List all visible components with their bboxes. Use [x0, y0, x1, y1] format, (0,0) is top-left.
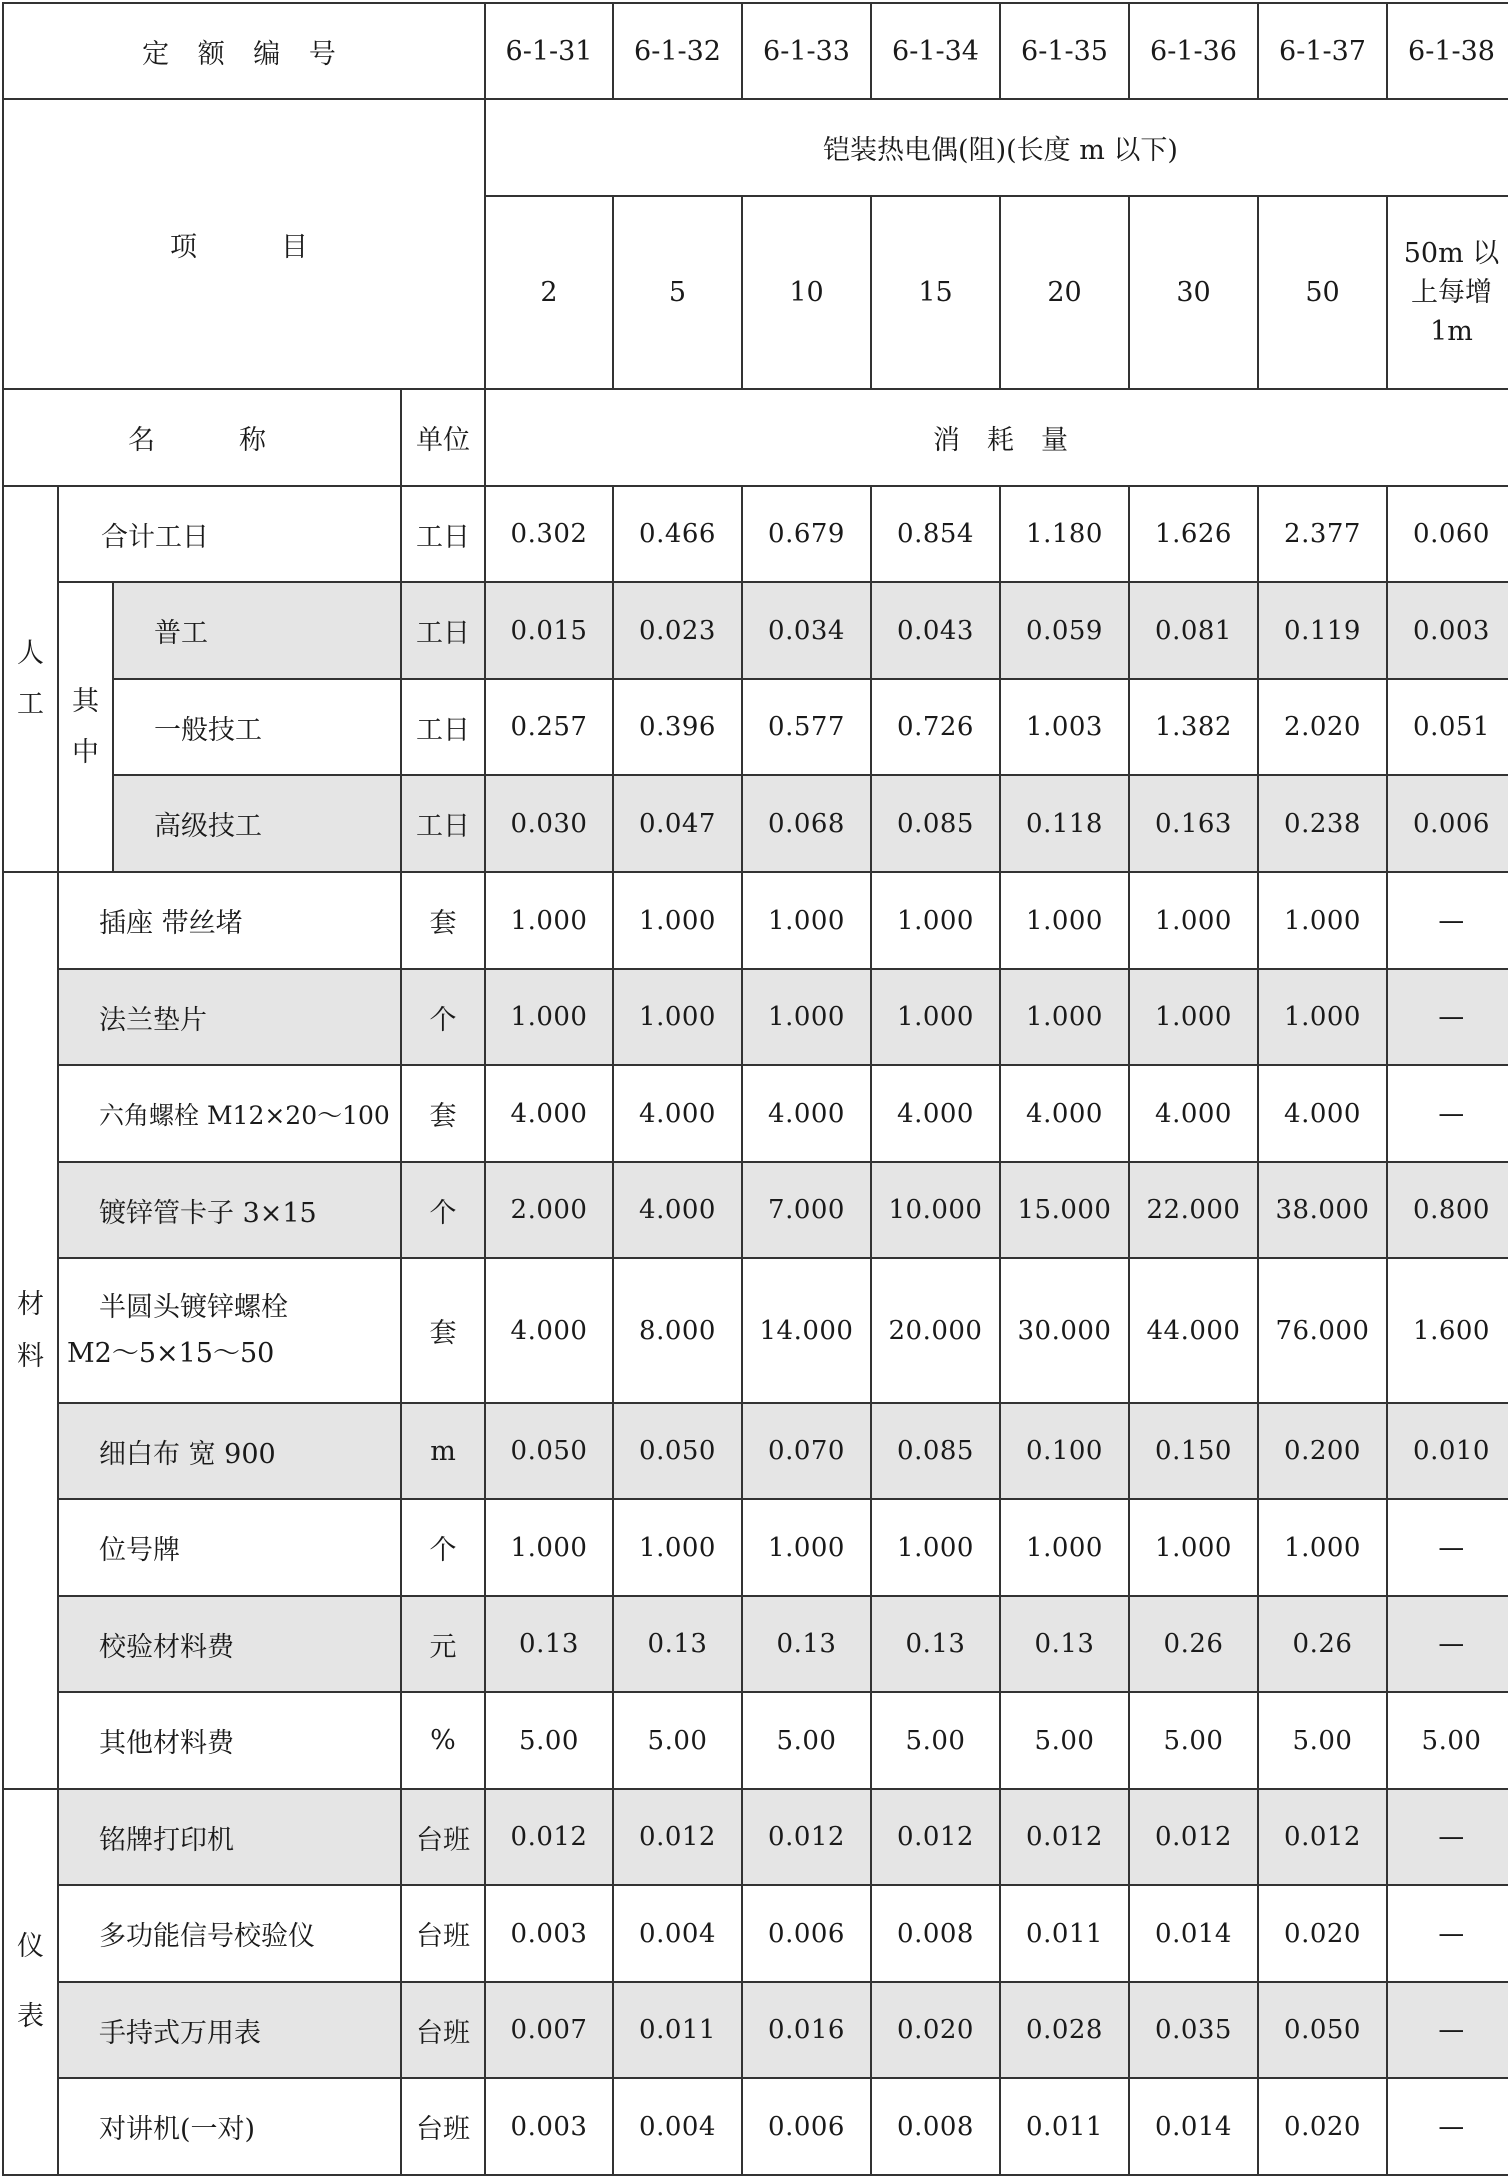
code-cell: 6-1-33: [742, 3, 871, 99]
table-row: [3, 969, 1508, 1065]
value-cell: 1.000: [1000, 1499, 1129, 1596]
consumption-label: 消 耗 量: [485, 389, 1508, 486]
section-label-labor: 人工: [3, 486, 58, 872]
row-name: 其他材料费: [58, 1692, 401, 1789]
value-cell: 5.00: [742, 1692, 871, 1789]
value-cell: 0.13: [871, 1596, 1000, 1692]
value-cell: —: [1387, 1982, 1508, 2078]
table-row: [3, 1499, 1508, 1596]
value-cell: 4.000: [1258, 1065, 1387, 1162]
value-cell: 0.726: [871, 679, 1000, 775]
value-cell: 15.000: [1000, 1162, 1129, 1258]
code-row: [3, 3, 1508, 99]
value-cell: 4.000: [485, 1258, 613, 1403]
value-cell: 0.051: [1387, 679, 1508, 775]
value-cell: 0.007: [485, 1982, 613, 2078]
value-cell: 4.000: [613, 1162, 742, 1258]
value-cell: 0.238: [1258, 775, 1387, 872]
value-cell: 0.060: [1387, 486, 1508, 582]
value-cell: 1.000: [871, 872, 1000, 969]
table-row: [3, 582, 1508, 679]
row-unit: 套: [401, 1065, 485, 1162]
value-cell: 0.014: [1129, 1885, 1258, 1982]
value-cell: 0.008: [871, 1885, 1000, 1982]
value-cell: 0.059: [1000, 582, 1129, 679]
value-cell: 38.000: [1258, 1162, 1387, 1258]
value-cell: 1.000: [1129, 872, 1258, 969]
value-cell: 1.000: [1129, 1499, 1258, 1596]
value-cell: 0.070: [742, 1403, 871, 1499]
value-cell: —: [1387, 2078, 1508, 2175]
value-cell: 0.085: [871, 1403, 1000, 1499]
value-cell: 0.030: [485, 775, 613, 872]
value-cell: 0.13: [1000, 1596, 1129, 1692]
value-cell: 8.000: [613, 1258, 742, 1403]
value-cell: 0.118: [1000, 775, 1129, 872]
value-cell: 1.003: [1000, 679, 1129, 775]
row-unit: 个: [401, 1499, 485, 1596]
value-cell: 0.023: [613, 582, 742, 679]
row-name: 校验材料费: [58, 1596, 401, 1692]
table-row: [3, 1065, 1508, 1162]
group-title-row: [3, 99, 1508, 196]
code-cell: 6-1-35: [1000, 3, 1129, 99]
value-cell: 10.000: [871, 1162, 1000, 1258]
value-cell: 0.008: [871, 2078, 1000, 2175]
value-cell: 0.257: [485, 679, 613, 775]
row-name: 合计工日: [58, 486, 401, 582]
value-cell: 0.200: [1258, 1403, 1387, 1499]
value-cell: 4.000: [613, 1065, 742, 1162]
value-cell: 20.000: [871, 1258, 1000, 1403]
value-cell: 0.020: [1258, 2078, 1387, 2175]
value-cell: —: [1387, 969, 1508, 1065]
value-cell: 0.034: [742, 582, 871, 679]
value-cell: 1.000: [1129, 969, 1258, 1065]
length-cell: 50: [1258, 196, 1387, 389]
value-cell: 0.26: [1258, 1596, 1387, 1692]
value-cell: 0.050: [613, 1403, 742, 1499]
value-cell: 0.466: [613, 486, 742, 582]
value-cell: 1.626: [1129, 486, 1258, 582]
length-cell: 20: [1000, 196, 1129, 389]
value-cell: 1.000: [1258, 872, 1387, 969]
value-cell: 5.00: [1258, 1692, 1387, 1789]
value-cell: 0.006: [1387, 775, 1508, 872]
row-name: 细白布 宽 900: [58, 1403, 401, 1499]
length-cell: 5: [613, 196, 742, 389]
value-cell: 44.000: [1129, 1258, 1258, 1403]
value-cell: 0.004: [613, 1885, 742, 1982]
row-name: 位号牌: [58, 1499, 401, 1596]
value-cell: 0.015: [485, 582, 613, 679]
value-cell: 7.000: [742, 1162, 871, 1258]
row-name: 铭牌打印机: [58, 1789, 401, 1885]
value-cell: 1.000: [485, 1499, 613, 1596]
table-row: [3, 2078, 1508, 2175]
value-cell: 0.016: [742, 1982, 871, 2078]
value-cell: 0.012: [1258, 1789, 1387, 1885]
value-cell: 1.600: [1387, 1258, 1508, 1403]
value-cell: 4.000: [871, 1065, 1000, 1162]
table-row: [3, 1162, 1508, 1258]
row-unit: 套: [401, 872, 485, 969]
value-cell: 0.13: [613, 1596, 742, 1692]
code-cell: 6-1-34: [871, 3, 1000, 99]
length-cell: 10: [742, 196, 871, 389]
value-cell: 0.13: [485, 1596, 613, 1692]
quota-table: [2, 2, 1508, 2176]
table-row: [3, 1789, 1508, 1885]
value-cell: 0.679: [742, 486, 871, 582]
value-cell: 0.043: [871, 582, 1000, 679]
column-header-row: [3, 389, 1508, 486]
row-name: 对讲机(一对): [58, 2078, 401, 2175]
row-name: 镀锌管卡子 3×15: [58, 1162, 401, 1258]
value-cell: 1.000: [871, 969, 1000, 1065]
value-cell: 0.020: [871, 1982, 1000, 2078]
row-name: 半圆头镀锌螺栓: [99, 1291, 288, 1323]
value-cell: 0.004: [613, 2078, 742, 2175]
value-cell: 1.382: [1129, 679, 1258, 775]
length-cell: 15: [871, 196, 1000, 389]
value-cell: 1.000: [485, 872, 613, 969]
value-cell: 5.00: [613, 1692, 742, 1789]
row-unit: 个: [401, 969, 485, 1065]
value-cell: —: [1387, 1885, 1508, 1982]
value-cell: 1.000: [742, 1499, 871, 1596]
row-name-line2: M2～5×15～50: [67, 1337, 275, 1369]
value-cell: 0.006: [742, 2078, 871, 2175]
length-cell: 2: [485, 196, 613, 389]
name-label: 名 称: [3, 389, 401, 486]
value-cell: 4.000: [1129, 1065, 1258, 1162]
value-cell: 1.000: [1000, 969, 1129, 1065]
value-cell: 1.000: [613, 872, 742, 969]
value-cell: 4.000: [1000, 1065, 1129, 1162]
value-cell: —: [1387, 1789, 1508, 1885]
table-row: [3, 679, 1508, 775]
table-row: [3, 1885, 1508, 1982]
value-cell: 0.011: [1000, 1885, 1129, 1982]
value-cell: 0.012: [485, 1789, 613, 1885]
value-cell: 0.26: [1129, 1596, 1258, 1692]
value-cell: 5.00: [1129, 1692, 1258, 1789]
value-cell: 0.020: [1258, 1885, 1387, 1982]
code-cell: 6-1-31: [485, 3, 613, 99]
value-cell: 0.050: [485, 1403, 613, 1499]
value-cell: 0.854: [871, 486, 1000, 582]
value-cell: 0.396: [613, 679, 742, 775]
section-label-instruments: 仪表: [3, 1789, 58, 2175]
value-cell: 0.150: [1129, 1403, 1258, 1499]
code-cell: 6-1-36: [1129, 3, 1258, 99]
value-cell: —: [1387, 872, 1508, 969]
value-cell: 0.302: [485, 486, 613, 582]
value-cell: 0.163: [1129, 775, 1258, 872]
row-name: 多功能信号校验仪: [58, 1885, 401, 1982]
value-cell: 30.000: [1000, 1258, 1129, 1403]
value-cell: 0.012: [871, 1789, 1000, 1885]
value-cell: 1.000: [742, 872, 871, 969]
value-cell: 0.003: [485, 1885, 613, 1982]
value-cell: 0.028: [1000, 1982, 1129, 2078]
row-name: 一般技工: [113, 679, 401, 775]
value-cell: 0.068: [742, 775, 871, 872]
code-label: 定 额 编 号: [3, 3, 485, 99]
row-unit: 套: [401, 1258, 485, 1403]
value-cell: —: [1387, 1596, 1508, 1692]
row-name: 普工: [113, 582, 401, 679]
value-cell: 14.000: [742, 1258, 871, 1403]
row-name-two-line: [58, 1258, 401, 1403]
value-cell: 5.00: [871, 1692, 1000, 1789]
table-row: [3, 1692, 1508, 1789]
group-title: 铠装热电偶(阻)(长度 m 以下): [485, 99, 1508, 196]
value-cell: 0.100: [1000, 1403, 1129, 1499]
value-cell: 0.012: [613, 1789, 742, 1885]
value-cell: 0.085: [871, 775, 1000, 872]
value-cell: 4.000: [485, 1065, 613, 1162]
value-cell: 76.000: [1258, 1258, 1387, 1403]
row-name: 法兰垫片: [58, 969, 401, 1065]
row-unit: 元: [401, 1596, 485, 1692]
value-cell: 0.012: [742, 1789, 871, 1885]
value-cell: 0.577: [742, 679, 871, 775]
sub-label-among: 其中: [58, 582, 113, 872]
value-cell: 1.000: [1258, 969, 1387, 1065]
row-unit: 工日: [401, 486, 485, 582]
labor-total-row: [3, 486, 1508, 582]
row-unit: 台班: [401, 1885, 485, 1982]
row-unit: %: [401, 1692, 485, 1789]
value-cell: 0.012: [1129, 1789, 1258, 1885]
value-cell: 0.012: [1000, 1789, 1129, 1885]
table-row: [3, 775, 1508, 872]
value-cell: —: [1387, 1499, 1508, 1596]
value-cell: 4.000: [742, 1065, 871, 1162]
row-unit: 个: [401, 1162, 485, 1258]
row-name: 六角螺栓 M12×20～100: [58, 1065, 401, 1162]
row-unit: 台班: [401, 1982, 485, 2078]
value-cell: 0.035: [1129, 1982, 1258, 2078]
value-cell: 0.003: [485, 2078, 613, 2175]
row-unit: 工日: [401, 679, 485, 775]
length-cell: 30: [1129, 196, 1258, 389]
value-cell: 0.006: [742, 1885, 871, 1982]
value-cell: 0.119: [1258, 582, 1387, 679]
value-cell: 5.00: [1387, 1692, 1508, 1789]
value-cell: 0.010: [1387, 1403, 1508, 1499]
row-unit: 工日: [401, 775, 485, 872]
item-label: 项 目: [3, 99, 485, 389]
value-cell: 1.000: [485, 969, 613, 1065]
value-cell: 2.020: [1258, 679, 1387, 775]
value-cell: 0.800: [1387, 1162, 1508, 1258]
code-cell: 6-1-38: [1387, 3, 1508, 99]
table-row: [3, 1982, 1508, 2078]
row-unit: m: [401, 1403, 485, 1499]
table-row: [3, 872, 1508, 969]
section-label-materials: 材料: [3, 872, 58, 1789]
row-name: 高级技工: [113, 775, 401, 872]
value-cell: 2.377: [1258, 486, 1387, 582]
table-row: [3, 1258, 1508, 1403]
row-unit: 台班: [401, 2078, 485, 2175]
value-cell: 22.000: [1129, 1162, 1258, 1258]
row-name: 插座 带丝堵: [58, 872, 401, 969]
value-cell: 2.000: [485, 1162, 613, 1258]
value-cell: 0.050: [1258, 1982, 1387, 2078]
value-cell: 1.000: [613, 969, 742, 1065]
value-cell: —: [1387, 1065, 1508, 1162]
code-cell: 6-1-32: [613, 3, 742, 99]
value-cell: 1.000: [871, 1499, 1000, 1596]
length-cell-extra: 50m 以上每增 1m: [1387, 196, 1508, 389]
code-cell: 6-1-37: [1258, 3, 1387, 99]
value-cell: 1.000: [1000, 872, 1129, 969]
row-unit: 台班: [401, 1789, 485, 1885]
value-cell: 0.014: [1129, 2078, 1258, 2175]
unit-label: 单位: [401, 389, 485, 486]
value-cell: 5.00: [1000, 1692, 1129, 1789]
value-cell: 0.081: [1129, 582, 1258, 679]
table-row: [3, 1596, 1508, 1692]
value-cell: 5.00: [485, 1692, 613, 1789]
value-cell: 1.180: [1000, 486, 1129, 582]
table-row: [3, 1403, 1508, 1499]
value-cell: 0.011: [1000, 2078, 1129, 2175]
value-cell: 0.13: [742, 1596, 871, 1692]
value-cell: 0.011: [613, 1982, 742, 2078]
value-cell: 0.003: [1387, 582, 1508, 679]
value-cell: 1.000: [742, 969, 871, 1065]
row-name: 手持式万用表: [58, 1982, 401, 2078]
row-unit: 工日: [401, 582, 485, 679]
value-cell: 0.047: [613, 775, 742, 872]
value-cell: 1.000: [613, 1499, 742, 1596]
value-cell: 1.000: [1258, 1499, 1387, 1596]
